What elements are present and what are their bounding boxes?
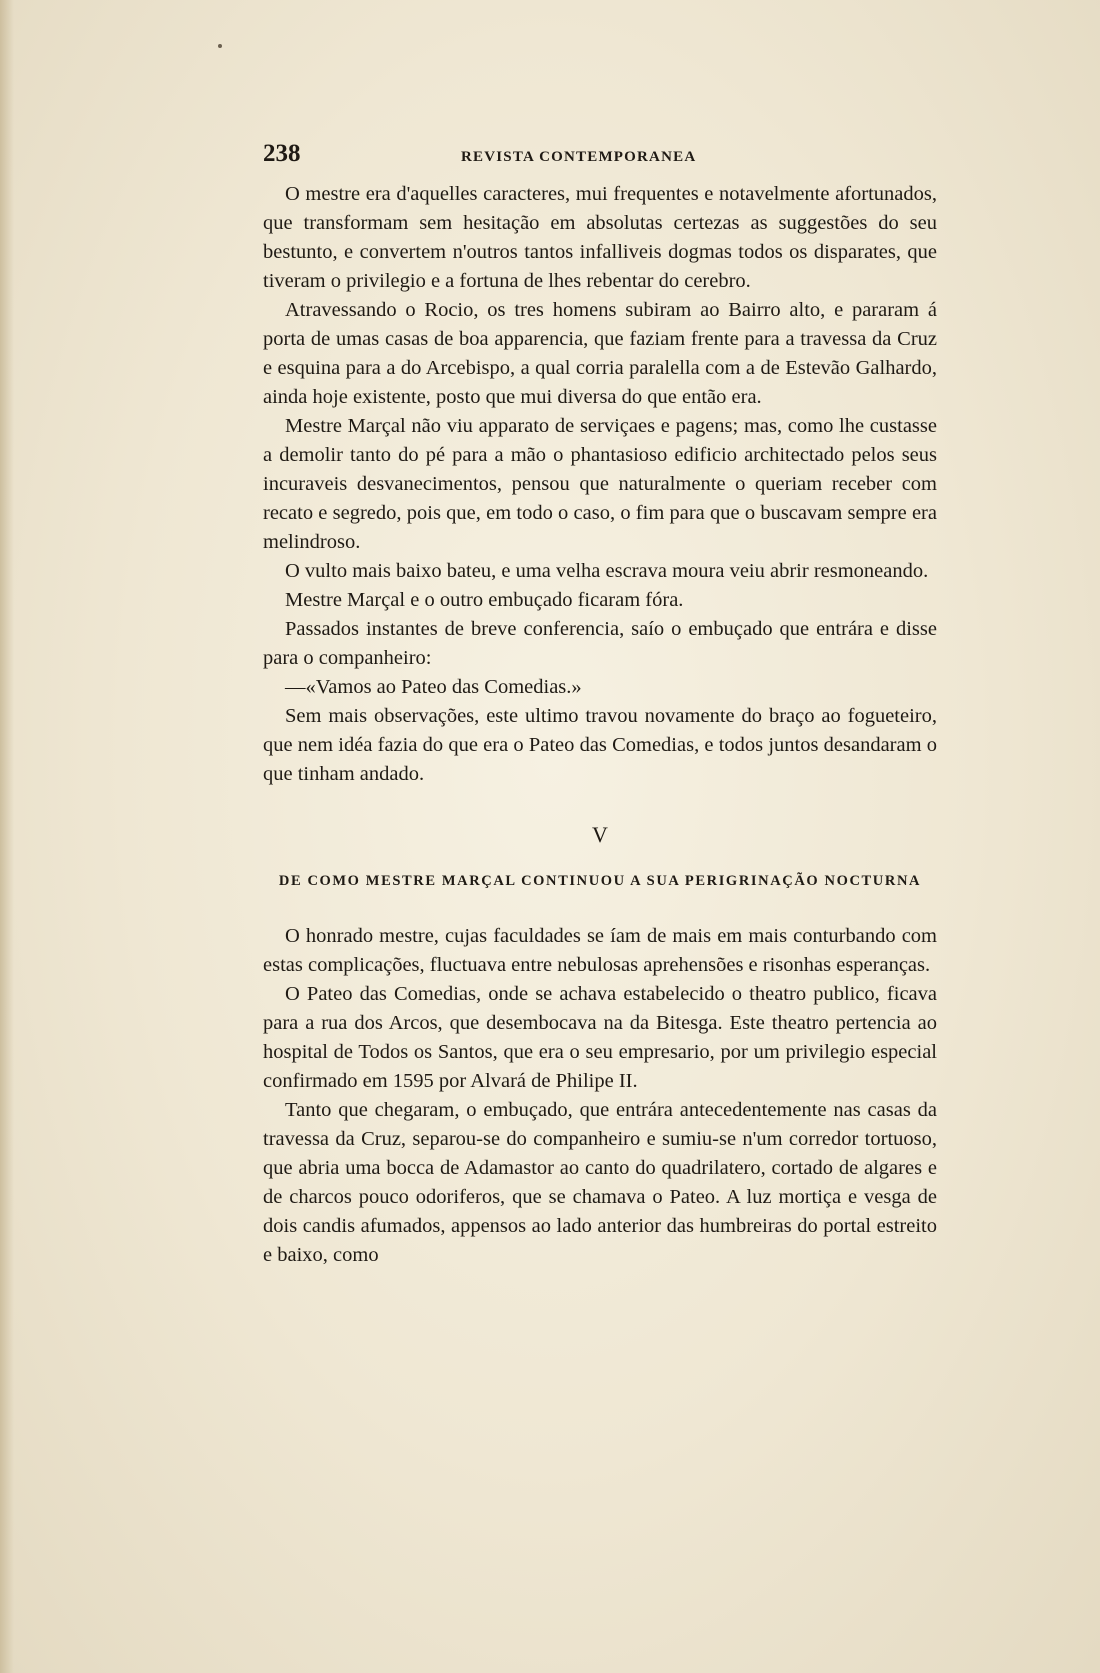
paragraph: Mestre Marçal e o outro embuçado ficaram fóra. (285, 589, 684, 611)
chapter-number: V (592, 822, 608, 847)
page-header (263, 140, 937, 180)
dialogue-line: —«Vamos ao Pateo das Comedias.» (285, 676, 582, 698)
page-text (263, 140, 937, 1270)
paragraph: Atravessando o Rocio, os tres homens subiram ao Bairro alto, e pararam á porta de umas casas de boa apparencia, que faziam frente para a travessa da Cruz e esquina para a do Arcebispo, a qual corria paralella com a de Estevão Galhardo, ainda hoje existente, posto que mui diversa do que então era. (263, 299, 937, 408)
paragraph: O vulto mais baixo bateu, e uma velha escrava moura veiu abrir resmoneando. (285, 560, 929, 582)
ink-speck (218, 44, 222, 48)
running-head: REVISTA CONTEMPORANEA (461, 149, 697, 165)
paragraph: Mestre Marçal não viu apparato de serviçaes e pagens; mas, como lhe custasse a demolir tanto do pé para a mão o phantasioso edificio architectado pelos seus incuraveis desvanecimentos, pensou que naturalmente o queriam receber com recato e segredo, pois que, em todo o caso, o fim para que o buscavam sempre era melindroso. (263, 415, 937, 553)
paragraph: O Pateo das Comedias, onde se achava estabelecido o theatro publico, ficava para a rua dos Arcos, que desembocava na da Bitesga. Este theatro pertencia ao hospital de Todos os Santos, que era o seu empresario, por um privilegio especial confirmado em 1595 por Alvará de Philipe II. (263, 983, 937, 1092)
paragraph: Passados instantes de breve conferencia, saío o embuçado que entrára e disse para o companheiro: (263, 618, 937, 669)
chapter-title: DE COMO MESTRE MARÇAL CONTINUOU A SUA PERIGRINAÇÃO NOCTURNA (278, 873, 922, 889)
paragraph: O honrado mestre, cujas faculdades se íam de mais em mais conturbando com estas complicações, fluctuava entre nebulosas aprehensões e risonhas esperanças. (263, 925, 937, 976)
paragraph: Sem mais observações, este ultimo travou novamente do braço ao fogueteiro, que nem idéa fazia do que era o Pateo das Comedias, e todos juntos desandaram o que tinham andado. (263, 705, 937, 785)
paragraph: O mestre era d'aquelles caracteres, mui frequentes e notavelmente afortunados, que transformam sem hesitação em absolutas certezas as suggestões do seu bestunto, e convertem n'outros tantos infalliveis dogmas todos os disparates, que tiveram o privilegio e a fortuna de lhes rebentar do cerebro. (263, 183, 937, 292)
paragraph: Tanto que chegaram, o embuçado, que entrára antecedentemente nas casas da travessa da Cruz, separou-se do companheiro e sumiu-se n'um corredor tortuoso, que abria uma bocca de Adamastor ao canto do quadrilatero, cortado de algares e de charcos pouco odoriferos, que se chamava o Pateo. A luz mortiça e vesga de dois candis afumados, appensos ao lado anterior das humbreiras do portal estreito e baixo, como (263, 1099, 937, 1266)
page-number: 238 (263, 140, 301, 167)
